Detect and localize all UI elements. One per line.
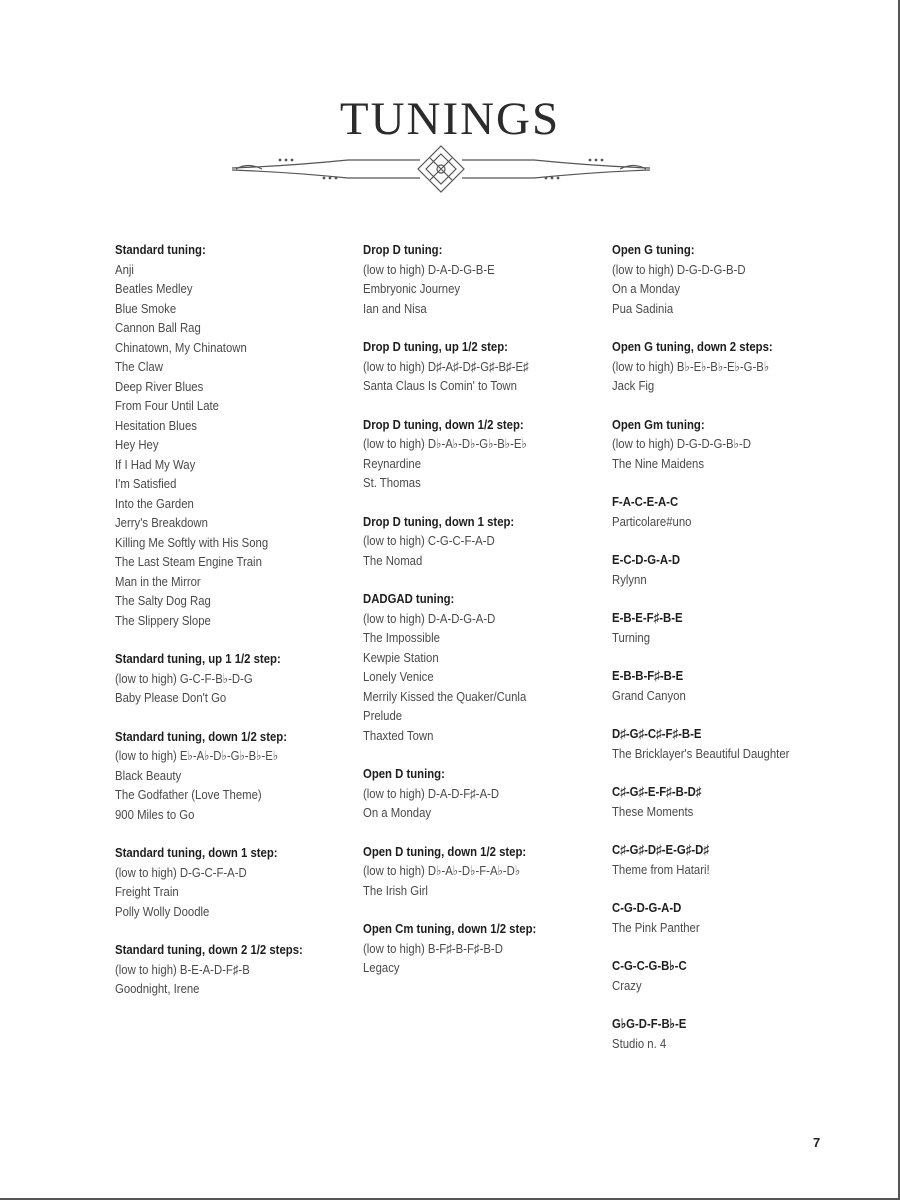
song-list-item: Cannon Ball Rag <box>115 320 201 335</box>
song-list-item: The Pink Panther <box>612 919 700 935</box>
song-list-item: These Moments <box>612 803 694 819</box>
song-list-item: Santa Claus Is Comin' to Town <box>363 378 517 393</box>
song-list-item: (low to high) D♭-A♭-D♭-G♭-B♭-E♭ <box>363 436 527 451</box>
song-list-item: On a Monday <box>612 281 681 296</box>
song-list-item: Kewpie Station <box>363 649 439 665</box>
song-list-item: Black Beauty <box>115 767 182 783</box>
song-list-item: Turning <box>612 629 651 645</box>
tuning-section <box>612 492 882 531</box>
song-list-item: (low to high) C-G-C-F-A-D <box>363 533 495 548</box>
tuning-section <box>612 337 882 396</box>
tuning-section <box>612 550 882 589</box>
tuning-heading: Open D tuning: <box>363 766 445 781</box>
tuning-section <box>115 649 355 708</box>
tuning-section <box>363 512 603 571</box>
song-list-item: Goodnight, Irene <box>115 981 200 996</box>
tuning-section <box>612 724 882 763</box>
tuning-section <box>115 727 355 825</box>
song-list-item: Lonely Venice <box>363 669 434 684</box>
song-list-item: The Irish Girl <box>363 882 428 898</box>
tuning-section <box>612 840 882 879</box>
song-list-item: Studio n. 4 <box>612 1035 667 1051</box>
tunings-column-3 <box>612 240 882 1072</box>
tuning-heading: E-B-B-F♯-B-E <box>612 668 684 683</box>
tuning-section <box>115 240 355 630</box>
song-list-item: Pua Sadinia <box>612 300 674 316</box>
song-list-item: The Godfather (Love Theme) <box>115 787 262 802</box>
tuning-heading: G♭G-D-F-B♭-E <box>612 1016 687 1031</box>
tuning-heading: Open Cm tuning, down 1/2 step: <box>363 921 537 936</box>
tuning-heading: Standard tuning, down 1 step: <box>115 845 278 860</box>
song-list-item: The Last Steam Engine Train <box>115 554 262 569</box>
tuning-section <box>612 782 882 821</box>
page-title: TUNINGS <box>339 93 561 145</box>
ornament-divider-icon <box>228 142 654 194</box>
song-list-item: The Bricklayer's Beautiful Daughter <box>612 745 790 761</box>
song-list-item: Particolare#uno <box>612 513 692 529</box>
song-list-item: (low to high) D-A-D-G-B-E <box>363 261 495 277</box>
song-list-item: The Impossible <box>363 630 440 645</box>
tuning-section <box>612 415 882 474</box>
song-list-item: (low to high) D♭-A♭-D♭-F-A♭-D♭ <box>363 863 521 878</box>
song-list-item: Legacy <box>363 960 400 975</box>
tuning-heading: C-G-D-G-A-D <box>612 900 682 915</box>
song-list-item: Chinatown, My Chinatown <box>115 339 247 355</box>
song-list-item: (low to high) D♯-A♯-D♯-G♯-B♯-E♯ <box>363 358 529 374</box>
song-list-item: Into the Garden <box>115 495 194 511</box>
tuning-section <box>612 666 882 705</box>
tuning-heading: Drop D tuning, down 1/2 step: <box>363 416 524 432</box>
tuning-section <box>612 608 882 647</box>
tuning-heading: Drop D tuning, down 1 step: <box>363 513 515 529</box>
tuning-section <box>612 1014 882 1053</box>
song-list-item: Rylynn <box>612 571 647 587</box>
tuning-heading: D♯-G♯-C♯-F♯-B-E <box>612 726 702 741</box>
song-list-item: From Four Until Late <box>115 398 220 413</box>
song-list-item: Blue Smoke <box>115 300 177 316</box>
song-list-item: (low to high) D-A-D-G-A-D <box>363 610 496 626</box>
tuning-section <box>612 956 882 995</box>
song-list-item: I'm Satisfied <box>115 476 177 491</box>
song-list-item: The Slippery Slope <box>115 612 211 628</box>
song-list-item: Hesitation Blues <box>115 417 197 433</box>
song-list-item: Merrily Kissed the Quaker/Cunla <box>363 688 527 704</box>
song-list-item: If I Had My Way <box>115 456 196 472</box>
song-list-item: 900 Miles to Go <box>115 806 195 822</box>
tuning-section <box>363 240 603 318</box>
tuning-heading: C-G-C-G-B♭-C <box>612 958 687 973</box>
song-list-item: (low to high) B-F♯-B-F♯-B-D <box>363 940 503 956</box>
tuning-heading: Open Gm tuning: <box>612 416 705 432</box>
song-list-item: Prelude <box>363 708 403 723</box>
song-list-item: Crazy <box>612 977 642 993</box>
tunings-column-2 <box>363 240 603 997</box>
song-list-item: Embryonic Journey <box>363 281 461 296</box>
tuning-heading: E-B-E-F♯-B-E <box>612 610 683 625</box>
tuning-section <box>363 842 603 901</box>
song-list-item: The Claw <box>115 359 163 374</box>
song-list-item: (low to high) B-E-A-D-F♯-B <box>115 961 250 977</box>
song-list-item: Theme from Hatari! <box>612 861 710 877</box>
tuning-heading: Standard tuning, up 1 1/2 step: <box>115 651 281 666</box>
tuning-section <box>363 337 603 396</box>
tuning-heading: Drop D tuning, up 1/2 step: <box>363 339 508 354</box>
tuning-section <box>115 940 355 999</box>
song-list-item: Polly Wolly Doodle <box>115 903 210 919</box>
tuning-section <box>363 764 603 823</box>
song-list-item: Grand Canyon <box>612 687 686 703</box>
tuning-heading: E-C-D-G-A-D <box>612 552 681 567</box>
song-list-item: The Nine Maidens <box>612 455 705 471</box>
tuning-heading: F-A-C-E-A-C <box>612 494 679 509</box>
song-list-item: (low to high) D-G-D-G-B♭-D <box>612 436 751 451</box>
tuning-heading: Open G tuning, down 2 steps: <box>612 339 773 354</box>
song-list-item: On a Monday <box>363 805 432 820</box>
tuning-section <box>363 415 603 493</box>
tuning-heading: Standard tuning, down 2 1/2 steps: <box>115 942 303 957</box>
page-number: 7 <box>813 1135 821 1150</box>
song-list-item: Baby Please Don't Go <box>115 690 227 705</box>
tuning-heading: Drop D tuning: <box>363 242 443 257</box>
tuning-heading: DADGAD tuning: <box>363 591 455 606</box>
tuning-section <box>612 898 882 937</box>
song-list-item: Freight Train <box>115 884 179 899</box>
song-list-item: Ian and Nisa <box>363 300 427 316</box>
song-list-item: (low to high) D-G-D-G-B-D <box>612 261 746 277</box>
tuning-heading: C♯-G♯-D♯-E-G♯-D♯ <box>612 842 710 857</box>
tuning-section <box>115 843 355 921</box>
tuning-section <box>363 919 603 978</box>
song-list-item: (low to high) D-A-D-F♯-A-D <box>363 785 500 801</box>
song-list-item: Jack Fig <box>612 378 655 393</box>
song-list-item: Jerry's Breakdown <box>115 515 208 530</box>
song-list-item: Killing Me Softly with His Song <box>115 534 269 550</box>
song-list-item: Man in the Mirror <box>115 573 201 589</box>
tuning-section <box>612 240 882 318</box>
song-list-item: (low to high) B♭-E♭-B♭-E♭-G-B♭ <box>612 358 770 374</box>
song-list-item: St. Thomas <box>363 475 421 490</box>
song-list-item: Anji <box>115 261 134 277</box>
song-list-item: Beatles Medley <box>115 281 193 296</box>
song-list-item: Hey Hey <box>115 437 159 452</box>
song-list-item: The Nomad <box>363 552 423 568</box>
tuning-heading: C♯-G♯-E-F♯-B-D♯ <box>612 784 702 799</box>
song-list-item: Thaxted Town <box>363 727 434 743</box>
song-list-item: Reynardine <box>363 455 422 471</box>
song-list-item: The Salty Dog Rag <box>115 593 211 608</box>
song-list-item: (low to high) D-G-C-F-A-D <box>115 864 247 880</box>
song-list-item: Deep River Blues <box>115 378 204 394</box>
song-list-item: (low to high) E♭-A♭-D♭-G♭-B♭-E♭ <box>115 748 279 763</box>
tunings-column-1 <box>115 240 355 1018</box>
song-list-item: (low to high) G-C-F-B♭-D-G <box>115 670 253 686</box>
tuning-heading: Standard tuning, down 1/2 step: <box>115 728 288 744</box>
tuning-section <box>363 589 603 745</box>
tuning-heading: Open D tuning, down 1/2 step: <box>363 843 527 859</box>
tuning-heading: Standard tuning: <box>115 242 206 257</box>
tuning-heading: Open G tuning: <box>612 242 695 257</box>
